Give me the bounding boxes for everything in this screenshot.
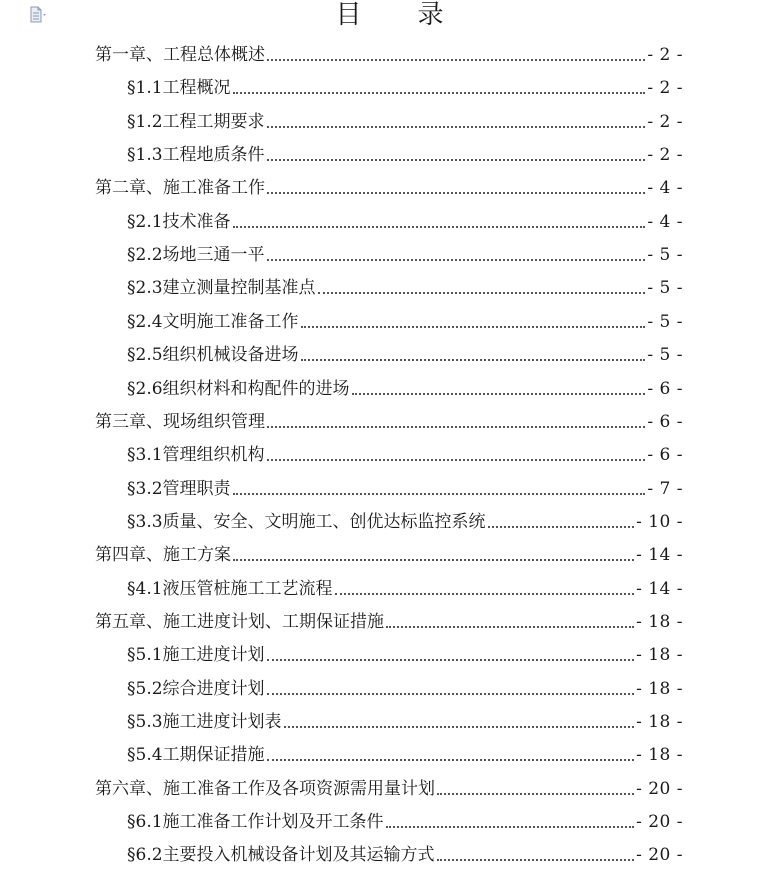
toc-section-entry[interactable]: [127, 509, 683, 533]
toc-section-entry[interactable]: [127, 275, 683, 299]
toc-section-entry[interactable]: [127, 842, 683, 866]
toc-page-number: - 5 -: [647, 278, 683, 299]
toc-entry-label: 第四章、施工方案: [95, 545, 231, 566]
toc-entry-label: §1.1工程概况: [127, 78, 231, 99]
toc-dot-leader: [267, 692, 635, 695]
toc-entry-label: §2.2场地三通一平: [127, 245, 265, 266]
toc-entry-label: §5.4工期保证措施: [127, 745, 265, 766]
toc-page-number: - 2 -: [647, 45, 683, 65]
toc-page-number: - 20 -: [636, 845, 683, 866]
toc-page-number: - 5 -: [647, 311, 683, 332]
toc-dot-leader: [267, 158, 646, 161]
toc-page-number: - 18 -: [636, 645, 683, 666]
toc-page-number: - 10 -: [636, 511, 683, 532]
toc-page-number: - 5 -: [647, 345, 683, 366]
toc-section-entry[interactable]: [127, 476, 683, 500]
toc-page-number: - 20 -: [636, 778, 683, 799]
toc-dot-leader: [437, 792, 634, 795]
toc-entry-label: §5.2综合进度计划: [127, 678, 265, 699]
toc-page-number: - 14 -: [636, 578, 683, 599]
toc-entry-label: §1.2工程工期要求: [127, 111, 265, 132]
toc-section-entry[interactable]: [127, 576, 683, 600]
toc-section-entry[interactable]: [127, 75, 683, 99]
toc-dot-leader: [488, 525, 635, 528]
toc-page-number: - 2 -: [647, 145, 683, 166]
toc-chapter-entry[interactable]: [95, 409, 683, 433]
toc-dot-leader: [301, 325, 646, 328]
toc-page-number: - 6 -: [647, 411, 683, 432]
toc-entry-label: §2.6组织材料和构配件的进场: [127, 378, 350, 399]
toc-section-entry[interactable]: [127, 742, 683, 766]
toc-dot-leader: [267, 658, 635, 661]
toc-page-number: - 18 -: [636, 712, 683, 732]
toc-entry-label: §2.5组织机械设备进场: [127, 345, 299, 366]
toc-entry-label: §6.1施工准备工作计划及开工条件: [127, 812, 384, 833]
toc-dot-leader: [386, 825, 635, 828]
toc-page-number: - 18 -: [636, 745, 683, 766]
toc-section-entry[interactable]: [127, 709, 683, 733]
toc-page-number: - 20 -: [636, 812, 683, 833]
toc-entry-label: §2.4文明施工准备工作: [127, 311, 299, 332]
toc-entry-label: §5.1施工进度计划: [127, 645, 265, 666]
toc-section-entry[interactable]: [127, 376, 683, 400]
toc-dot-leader: [267, 458, 646, 461]
toc-page-number: - 7 -: [647, 478, 683, 499]
toc-section-entry[interactable]: [127, 442, 683, 466]
toc-section-entry[interactable]: [127, 242, 683, 266]
toc-page-number: - 6 -: [647, 378, 683, 399]
toc-section-entry[interactable]: [127, 809, 683, 833]
toc-dot-leader: [352, 392, 646, 395]
page-title: [0, 0, 779, 30]
toc-page-number: - 2 -: [647, 111, 683, 132]
toc-chapter-entry[interactable]: [95, 609, 683, 633]
toc-entry-label: §1.3工程地质条件: [127, 145, 265, 166]
toc-entry-label: §2.3建立测量控制基准点: [127, 278, 316, 299]
toc-dot-leader: [267, 258, 646, 261]
toc-section-entry[interactable]: [127, 209, 683, 233]
toc-dot-leader: [233, 558, 634, 561]
toc-entry-label: 第六章、施工准备工作及各项资源需用量计划: [95, 778, 435, 799]
toc-dot-leader: [267, 425, 645, 428]
toc-dot-leader: [233, 492, 646, 495]
toc-entry-label: §3.2管理职责: [127, 478, 231, 499]
toc-dot-leader: [301, 358, 646, 361]
title-char-1: 目: [335, 0, 362, 30]
toc-chapter-entry[interactable]: [95, 175, 683, 199]
toc-section-entry[interactable]: [127, 309, 683, 333]
toc-page-number: - 4 -: [647, 211, 683, 232]
toc-entry-label: §6.2主要投入机械设备计划及其运输方式: [127, 845, 435, 866]
toc-section-entry[interactable]: [127, 642, 683, 666]
toc-entry-label: §5.3施工进度计划表: [127, 712, 282, 732]
toc-chapter-entry[interactable]: [95, 542, 683, 566]
toc-dot-leader: [267, 125, 646, 128]
toc-page-number: - 6 -: [647, 445, 683, 466]
toc-section-entry[interactable]: [127, 676, 683, 700]
toc-entry-label: §3.1管理组织机构: [127, 445, 265, 466]
toc-entry-label: §3.3质量、安全、文明施工、创优达标监控系统: [127, 511, 486, 532]
toc-dot-leader: [386, 625, 634, 628]
toc-entry-label: 第一章、工程总体概述: [95, 45, 265, 65]
toc-chapter-entry[interactable]: [95, 42, 683, 66]
toc-page-number: - 18 -: [636, 678, 683, 699]
toc-page-number: - 18 -: [636, 611, 683, 632]
toc-dot-leader: [335, 592, 635, 595]
toc-entry-label: 第二章、施工准备工作: [95, 178, 265, 199]
toc-section-entry[interactable]: [127, 142, 683, 166]
toc-dot-leader: [233, 91, 646, 94]
toc-dot-leader: [267, 758, 635, 761]
toc-dot-leader: [267, 191, 645, 194]
toc-dot-leader: [284, 725, 635, 728]
toc-page-number: - 4 -: [647, 178, 683, 199]
toc-section-entry[interactable]: [127, 342, 683, 366]
toc-entry-label: 第五章、施工进度计划、工期保证措施: [95, 611, 384, 632]
toc-dot-leader: [437, 858, 635, 861]
toc-page-number: - 5 -: [647, 245, 683, 266]
toc-dot-leader: [318, 291, 646, 294]
toc-page-number: - 14 -: [636, 545, 683, 566]
toc-section-entry[interactable]: [127, 109, 683, 133]
toc-page-number: - 2 -: [647, 78, 683, 99]
toc-dot-leader: [233, 225, 646, 228]
toc-chapter-entry[interactable]: [95, 776, 683, 800]
toc-dot-leader: [267, 58, 645, 61]
toc-entry-label: §2.1技术准备: [127, 211, 231, 232]
toc-entry-label: 第三章、现场组织管理: [95, 411, 265, 432]
toc-entry-label: §4.1液压管桩施工工艺流程: [127, 578, 333, 599]
title-char-2: 录: [417, 0, 444, 30]
